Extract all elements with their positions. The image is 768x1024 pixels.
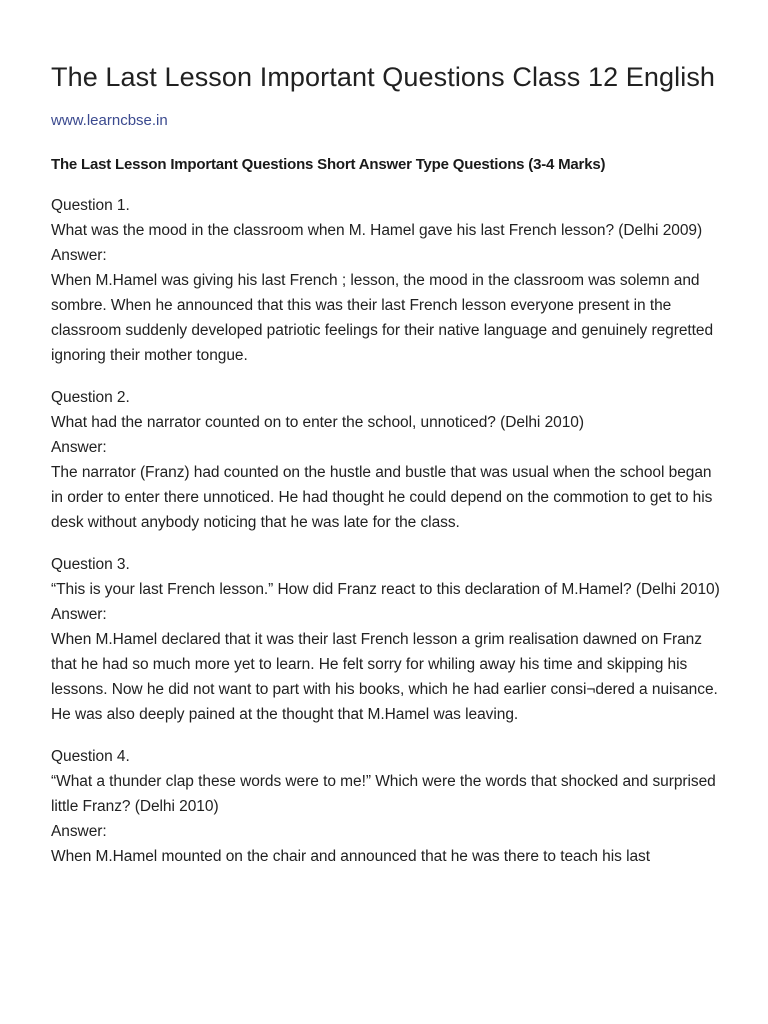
question-text: What had the narrator counted on to enter the school, unnoticed? (Delhi 2010) — [51, 414, 584, 431]
answer-text: When M.Hamel mounted on the chair and announced that he was there to teach his last — [51, 848, 650, 865]
answer-text: The narrator (Franz) had counted on the hustle and bustle that was usual when the school began in order to enter there unnoticed. He had thought he could depend on the commotion to get to his desk without anybody noticing that he was late for the class. — [51, 464, 713, 531]
question-text: “What a thunder clap these words were to me!” Which were the words that shocked and surprised little Franz? (Delhi 2010) — [51, 773, 716, 815]
document-title: The Last Lesson Important Questions Class 12 English — [51, 62, 716, 92]
question-text: What was the mood in the classroom when M. Hamel gave his last French lesson? (Delhi 2009) — [51, 222, 703, 239]
question-label: Question 4. — [51, 748, 130, 765]
question-block-3 — [51, 552, 721, 727]
question-label: Question 1. — [51, 197, 130, 214]
answer-text: When M.Hamel was giving his last French ; lesson, the mood in the classroom was solemn and sombre. When he announced that this was their last French lesson everyone present in the classroom suddenly developed patriotic feelings for their native language and genuinely regretted ignoring their mother tongue. — [51, 272, 714, 364]
document-page — [51, 56, 721, 869]
question-block-2 — [51, 385, 721, 535]
question-block-1 — [51, 193, 721, 368]
answer-text: When M.Hamel declared that it was their last French lesson a grim realisation dawned on Franz that he had so much more yet to learn. He felt sorry for whiling away his time and skipping his lessons. Now he did not want to part with his books, which he had earlier consi¬dered a nuisance. He was also deeply pained at the thought that M.Hamel was leaving. — [51, 631, 718, 723]
question-label: Question 2. — [51, 389, 130, 406]
question-label: Question 3. — [51, 556, 130, 573]
question-text: “This is your last French lesson.” How did Franz react to this declaration of M.Hamel? (Delhi 2010) — [51, 581, 720, 598]
section-heading: The Last Lesson Important Questions Short Answer Type Questions (3-4 Marks) — [51, 156, 606, 173]
answer-label: Answer: — [51, 823, 107, 840]
answer-label: Answer: — [51, 439, 107, 456]
answer-label: Answer: — [51, 247, 107, 264]
answer-label: Answer: — [51, 606, 107, 623]
question-block-4 — [51, 744, 721, 869]
source-link[interactable]: www.learncbse.in — [51, 112, 168, 129]
